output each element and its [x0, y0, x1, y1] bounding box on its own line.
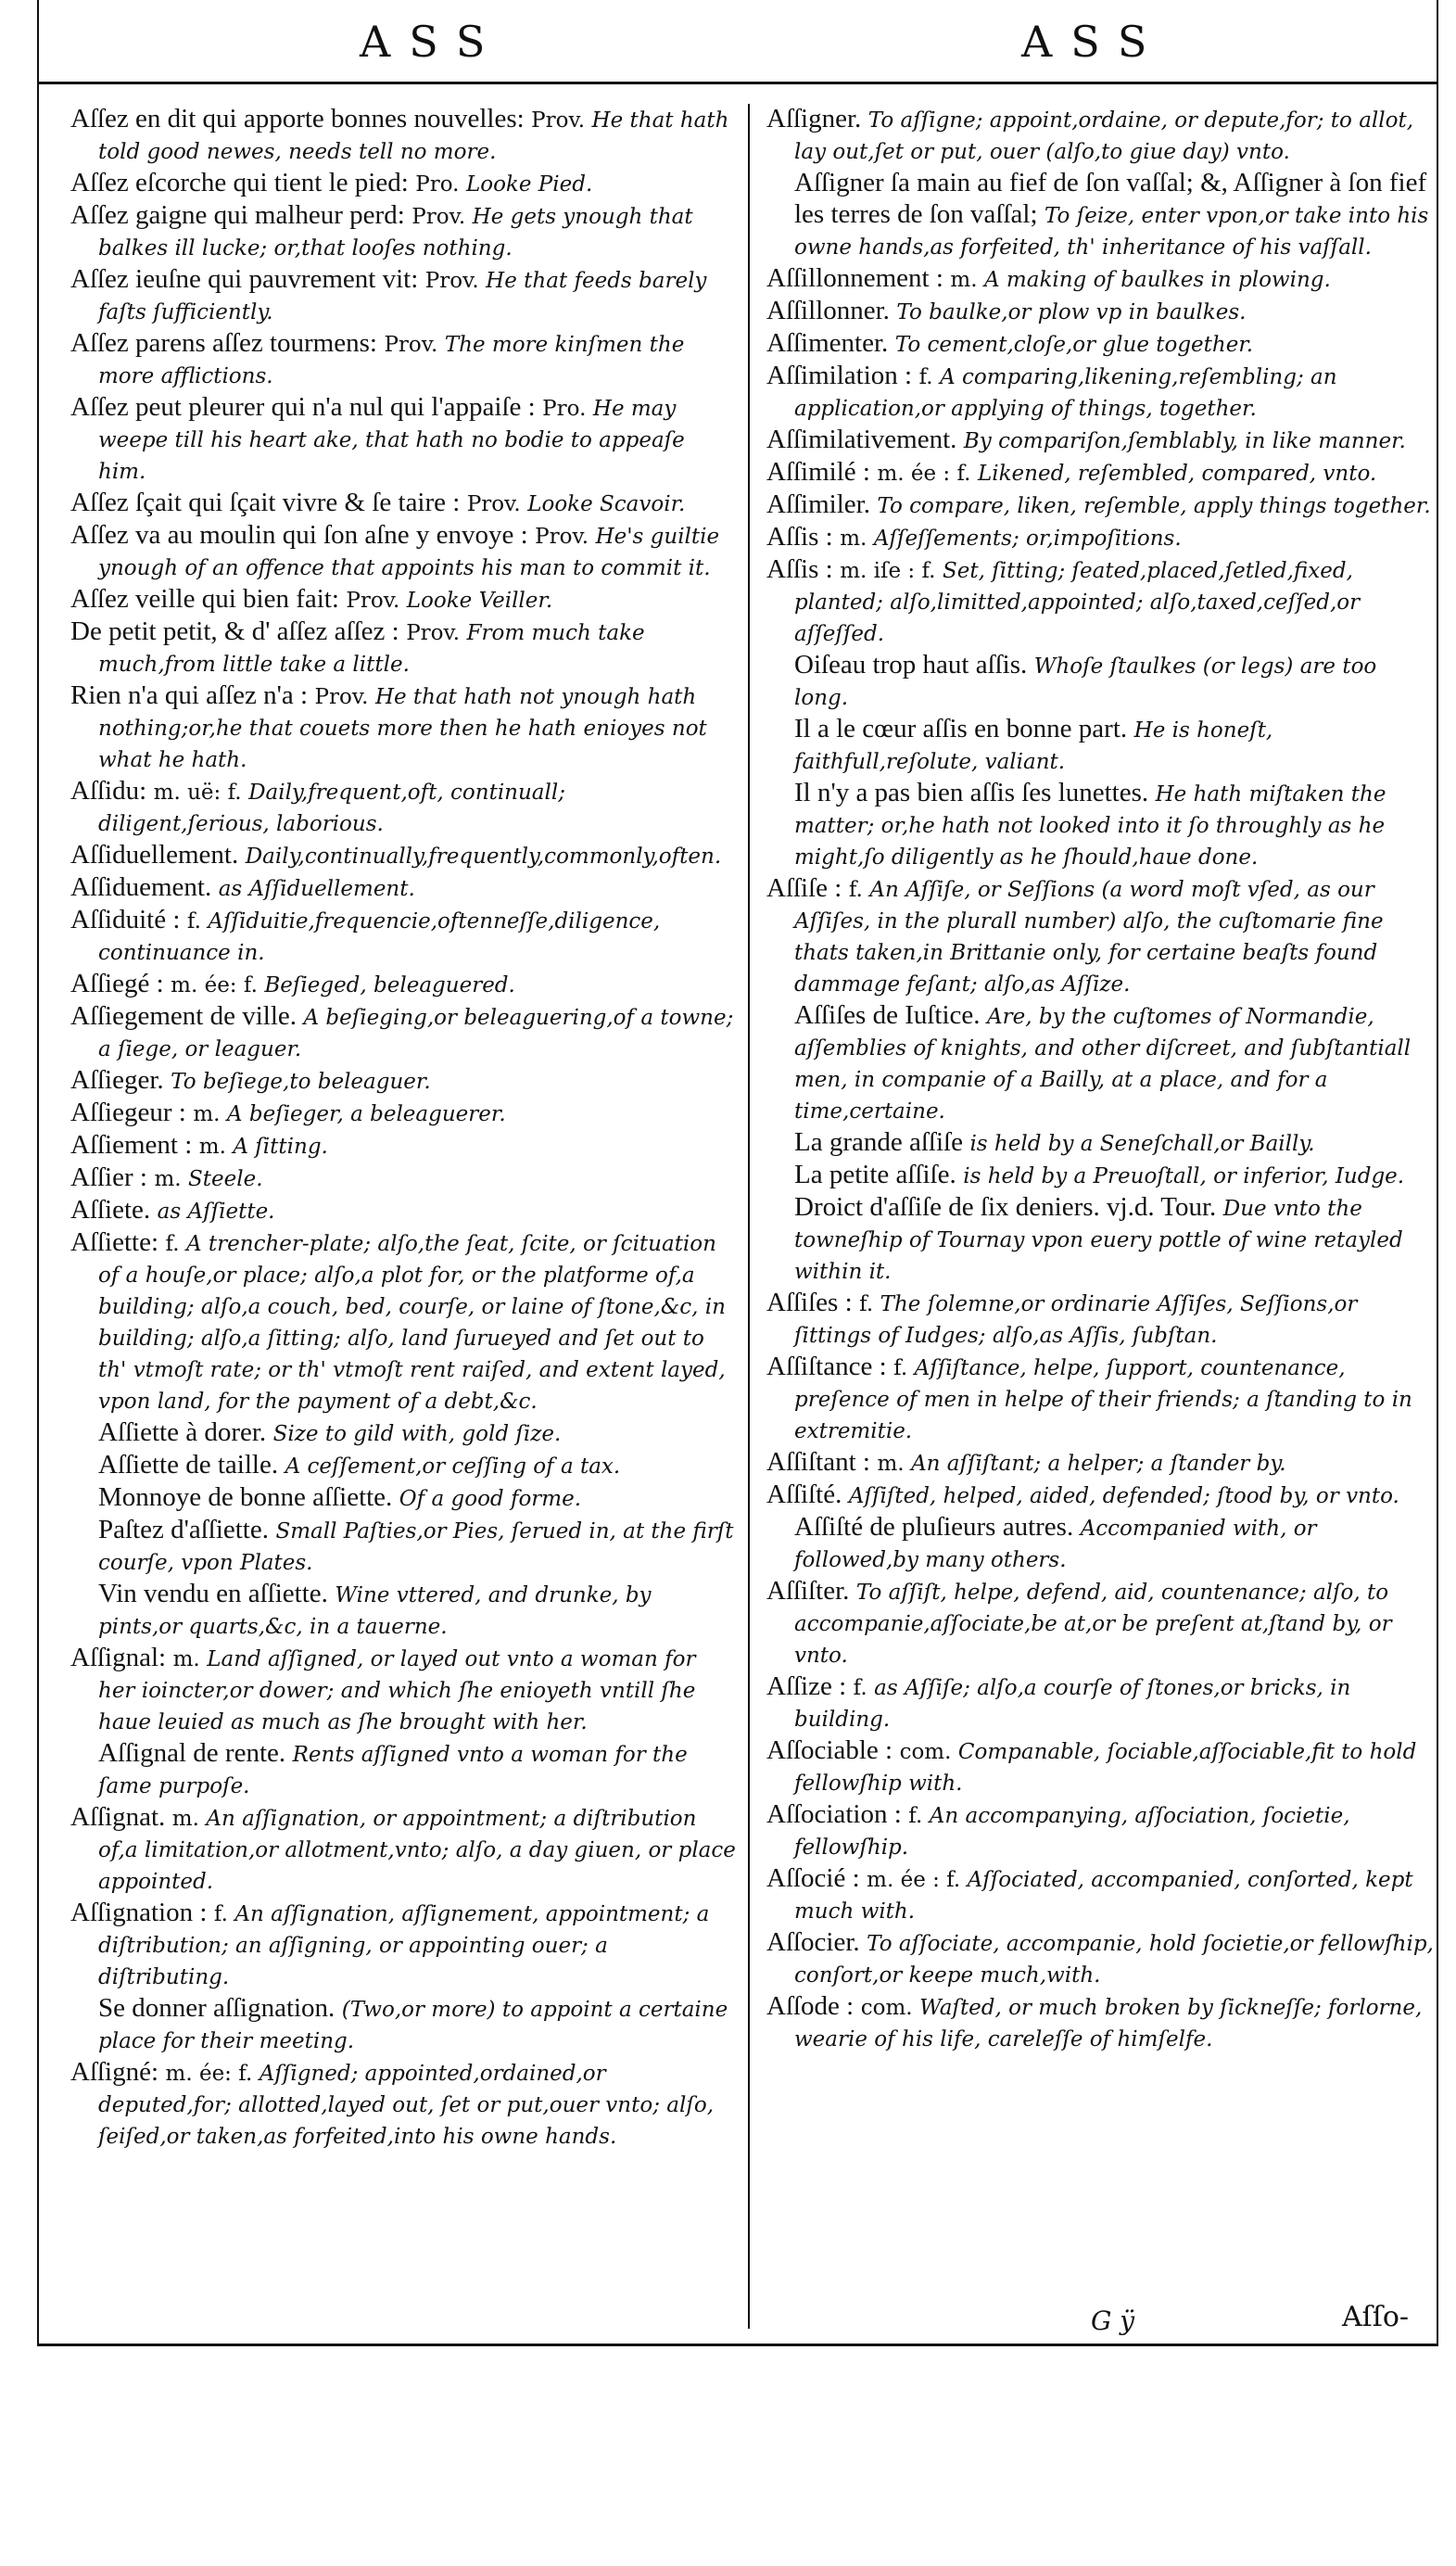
translation: Aſſiſtance, helpe, ſupport, countenance, preſence of men in helpe of their friends; a ſtanding to in extremitie. — [794, 1356, 1412, 1443]
headword: Droict d'aſſiſe de ſix deniers. vj.d. Tour. — [794, 1192, 1217, 1222]
translation: A beſieging,or beleaguering,of a towne; a ſiege, or leaguer. — [98, 1006, 734, 1061]
translation: Set, ſitting; ſeated,placed,ſetled,fixed, planted; alſo,limitted,appointed; alſo,taxed,ceſſed,or aſſeſſed. — [794, 559, 1361, 646]
dictionary-entry — [766, 1576, 1436, 1671]
headword: Aſſiſtance : — [766, 1352, 887, 1381]
headword: Aſſigner ſa main au fief de ſon vaſſal; &, Aſſigner à ſon fief les terres de ſon vaſſal; — [794, 168, 1427, 229]
headword: Aſſiſes de Iuſtice. — [794, 1000, 981, 1030]
translation: He is honeſt, faithfull,reſolute, valiant. — [794, 718, 1273, 774]
translation: To beſiege,to beleaguer. — [171, 1070, 431, 1094]
grammar-label: Prov. — [411, 205, 466, 229]
headword: Aſſimilativement. — [766, 425, 957, 454]
dictionary-entry — [70, 969, 736, 1001]
sub-entry — [70, 1993, 736, 2057]
dictionary-entry — [70, 264, 736, 328]
translation: To aſſigne; appoint,ordaine, or depute,for; to allot, lay out,ſet or put, ouer (alſo,to giue day) vnto. — [794, 108, 1414, 164]
grammar-label: Prov. — [531, 108, 586, 133]
translation: Waſted, or much broken by ſickneſſe; forlorne, wearie of his life, careleſſe of himſelfe. — [794, 1996, 1423, 2052]
grammar-label: Prov. — [346, 589, 400, 613]
dictionary-entry — [70, 616, 736, 680]
headword: Aſſez eſcorche qui tient le pied: — [70, 168, 409, 197]
translation: A comparing,likening,reſembling; an application,or applying of things, together. — [794, 365, 1337, 421]
dictionary-entry — [766, 361, 1436, 425]
translation: He that feeds barely faſts ſufficiently. — [98, 269, 707, 324]
headword: Oiſeau trop haut aſſis. — [794, 650, 1028, 680]
grammar-label: f. — [848, 878, 863, 902]
grammar-label: Prov. — [466, 492, 521, 516]
right-border — [1437, 0, 1438, 2345]
headword: Se donner aſſignation. — [98, 1993, 336, 2023]
grammar-label: Prov. — [314, 685, 369, 709]
grammar-label: Pro. — [415, 172, 460, 197]
grammar-label: m. — [877, 1452, 905, 1476]
translation: To aſſiſt, helpe, defend, aid, countenance; alſo, to accompanie,aſſociate,be at,or be preſent at,ſtand by, or vnto. — [794, 1581, 1392, 1668]
right-column — [766, 104, 1436, 2055]
grammar-label: Prov. — [406, 621, 461, 645]
translation: Aſſeſſements; or,impoſitions. — [873, 527, 1182, 551]
headword: Rien n'a qui aſſez n'a : — [70, 680, 309, 710]
dictionary-entry — [70, 1098, 736, 1130]
dictionary-entry — [766, 554, 1436, 650]
grammar-label: Prov. — [384, 333, 438, 357]
translation: A beſieger, a beleaguerer. — [226, 1102, 506, 1126]
grammar-label: m. ée : f. — [877, 462, 971, 486]
headword: Aſſocier. — [766, 1927, 860, 1957]
dictionary-entry — [70, 392, 736, 488]
sub-entry — [766, 714, 1436, 778]
dictionary-entry — [766, 522, 1436, 554]
headword: Aſſociation : — [766, 1799, 902, 1829]
grammar-label: m. — [950, 268, 978, 292]
translation: Of a good forme. — [399, 1487, 582, 1511]
translation: From much take much,from little take a little. — [98, 621, 645, 677]
headword: Aſſimilation : — [766, 361, 913, 390]
headword: Aſſiduement. — [70, 872, 212, 902]
dictionary-entry — [766, 489, 1436, 522]
headword: Aſſiduité : — [70, 905, 181, 934]
running-head-left: ASS — [360, 17, 504, 67]
sub-entry — [70, 1515, 736, 1579]
translation: Looke Pied. — [465, 172, 593, 197]
dictionary-entry — [70, 1130, 736, 1162]
translation: Looke Scavoir. — [527, 492, 686, 516]
grammar-label: f. — [859, 1292, 874, 1316]
dictionary-entry — [70, 1227, 736, 1417]
translation: Likened, reſembled, compared, vnto. — [977, 462, 1377, 486]
dictionary-entry — [70, 2057, 736, 2153]
dictionary-entry — [766, 1863, 1436, 1927]
dictionary-entry — [766, 263, 1436, 296]
translation: (Two,or more) to appoint a certaine place for their meeting. — [98, 1998, 728, 2053]
translation: A trencher-plate; alſo,the ſeat, ſcite, or ſcituation of a houſe,or place; alſo,a plot for, or the platforme of,a building; alſo,a couch, bed, courſe, or laine of ſtone,&c, in building; alſo,a ſitting; alſo, land ſurueyed and ſet out to th' vtmoſt rate; or th' vtmoſt rent raiſed, and extent layed, vpon land, for the payment of a debt,&c. — [98, 1232, 726, 1414]
grammar-label: m. uë: f. — [153, 781, 242, 805]
headword: Aſſez gaigne qui malheur perd: — [70, 200, 405, 230]
sub-entry — [766, 1160, 1436, 1192]
headword: Aſſigner. — [766, 104, 862, 133]
headword: Aſſocié : — [766, 1863, 860, 1893]
translation: He may weepe till his heart ake, that hath no bodie to appeaſe him. — [98, 397, 685, 484]
grammar-label: f. — [853, 1676, 867, 1700]
dictionary-entry — [70, 840, 736, 872]
translation: Rents aſſigned vnto a woman for the ſame purpoſe. — [98, 1743, 688, 1798]
headword: Aſſimiler. — [766, 489, 870, 519]
dictionary-entry — [70, 1195, 736, 1227]
dictionary-entry — [766, 104, 1436, 168]
translation: He that hath not ynough hath nothing;or,he that couets more then he hath enioyes not what he hath. — [98, 685, 707, 772]
translation: Land aſſigned, or layed out vnto a woman for her ioincter,or dower; and which ſhe enioyeth vntill ſhe haue leuied as much as ſhe brought with her. — [98, 1647, 696, 1734]
translation: Whoſe ſtaulkes (or legs) are too long. — [794, 654, 1377, 710]
translation: Are, by the cuſtomes of Normandie, aſſemblies of knights, and other diſcreet, and ſubſtantiall men, in companie of a Bailly, at a place, and for a time,certaine. — [794, 1005, 1412, 1124]
headword: Aſſis : — [766, 522, 833, 552]
grammar-label: f. — [213, 1902, 228, 1926]
translation: as Aſſiſe; alſo,a courſe of ſtones,or bricks, in building. — [794, 1676, 1351, 1732]
dictionary-entry — [70, 1643, 736, 1738]
dictionary-entry — [766, 328, 1436, 361]
headword: Aſſis : — [766, 554, 833, 584]
running-head-right: ASS — [1021, 17, 1166, 67]
grammar-label: m. — [840, 527, 867, 551]
headword: Aſſignal: — [70, 1643, 167, 1672]
translation: A ceſſement,or ceſſing of a tax. — [285, 1454, 621, 1479]
sub-entry — [70, 1579, 736, 1643]
headword: Aſſez va au moulin qui ſon aſne y envoye : — [70, 520, 528, 550]
dictionary-entry — [766, 1927, 1436, 1991]
translation: He's guiltie ynough of an offence that appoints his man to commit it. — [98, 525, 720, 580]
translation: An accompanying, aſſociation, ſocietie, fellowſhip. — [794, 1804, 1350, 1860]
headword: Aſſiette: — [70, 1227, 159, 1257]
grammar-label: m. — [154, 1167, 182, 1191]
translation: An Aſſiſe, or Seſſions (a word moſt vſed, as our Aſſiſes, in the plurall number) alſo, the cuſtomarie fine thats taken,in Brittanie only, for certaine beaſts found dammage feſant; alſo,as Aſſize. — [794, 878, 1384, 997]
translation: He that hath told good newes, needs tell no more. — [98, 108, 729, 164]
grammar-label: f. — [186, 909, 201, 934]
translation: He gets ynough that balkes ill lucke; or,that looſes nothing. — [98, 205, 693, 260]
grammar-label: m. ée: f. — [165, 2062, 253, 2086]
dictionary-entry — [766, 1480, 1436, 1512]
dictionary-entry — [70, 905, 736, 969]
dictionary-entry — [70, 680, 736, 776]
translation: To aſſociate, accompanie, hold ſocietie,or fellowſhip, conſort,or keepe much,with. — [794, 1932, 1434, 1988]
page-header — [37, 17, 1437, 82]
grammar-label: f. — [893, 1356, 908, 1380]
bottom-rule — [37, 2344, 1438, 2346]
dictionary-entry — [766, 1671, 1436, 1735]
dictionary-entry — [70, 200, 736, 264]
dictionary-entry — [70, 584, 736, 616]
translation: To cement,cloſe,or glue together. — [894, 333, 1254, 357]
translation: A making of baulkes in plowing. — [984, 268, 1331, 292]
translation: Daily,continually,frequently,commonly,often. — [245, 845, 722, 869]
translation: Companable, ſociable,aſſociable,fit to hold fellowſhip with. — [794, 1740, 1417, 1796]
headword: Aſſez ieuſne qui pauvrement vit: — [70, 264, 419, 294]
signature-mark: G ÿ — [1091, 2306, 1135, 2336]
dictionary-entry — [766, 1288, 1436, 1352]
headword: La grande aſſiſe — [794, 1127, 963, 1157]
translation: By compariſon,ſemblably, in like manner. — [963, 429, 1406, 453]
grammar-label: Prov. — [424, 269, 479, 293]
translation: Daily,frequent,oft, continuall; diligent,ſerious, laborious. — [98, 781, 565, 836]
translation: Aſſiſted, helped, aided, defended; ſtood by, or vnto. — [848, 1484, 1399, 1508]
headword: Aſſiſes : — [766, 1288, 853, 1317]
catchword: Aſſo- — [1342, 2301, 1410, 2333]
headword: Aſſiſté de pluſieurs autres. — [794, 1512, 1074, 1542]
translation: as Aſſiette. — [157, 1200, 275, 1224]
translation: Beſieged, beleaguered. — [264, 973, 515, 997]
dictionary-entry — [766, 873, 1436, 1000]
headword: La petite aſſiſe. — [794, 1160, 956, 1189]
sub-entry — [766, 778, 1436, 873]
dictionary-entry — [766, 1352, 1436, 1447]
sub-entry — [766, 1512, 1436, 1576]
headword: Aſſez en dit qui apporte bonnes nouvelles: — [70, 104, 525, 133]
grammar-label: f. — [165, 1232, 180, 1256]
sub-entry — [766, 650, 1436, 714]
sub-entry — [766, 1192, 1436, 1288]
dictionary-entry — [766, 1735, 1436, 1799]
headword: Il n'y a pas bien aſſis ſes lunettes. — [794, 778, 1149, 807]
headword: Aſſidu: — [70, 776, 147, 806]
headword: Aſſimilé : — [766, 457, 870, 487]
grammar-label: Pro. — [542, 397, 587, 421]
dictionary-entry — [70, 1802, 736, 1898]
headword: Aſſignal de rente. — [98, 1738, 286, 1768]
dictionary-entry — [70, 1001, 736, 1065]
grammar-label: com. — [899, 1740, 952, 1764]
dictionary-entry — [70, 328, 736, 392]
grammar-label: m. — [193, 1102, 221, 1126]
headword: Aſſignation : — [70, 1898, 208, 1927]
dictionary-entry — [70, 1162, 736, 1195]
headword: Aſſiegé : — [70, 969, 164, 998]
grammar-label: com. — [860, 1996, 913, 2020]
headword: Aſſez parens aſſez tourmens: — [70, 328, 377, 358]
translation: To compare, liken, reſemble, apply things together. — [877, 494, 1431, 518]
translation: Aſſigned; appointed,ordained,or deputed,for; allotted,layed out, ſet or put,ouer vnto; alſo, ſeiſed,or taken,as forfeited,into his owne hands. — [98, 2062, 715, 2149]
translation: A ſitting. — [233, 1135, 328, 1159]
translation: Looke Veiller. — [406, 589, 553, 613]
dictionary-entry — [70, 520, 736, 584]
grammar-label: m. — [198, 1135, 226, 1159]
headword: Aſſillonner. — [766, 296, 890, 325]
headword: Aſſiement : — [70, 1130, 193, 1160]
headword: Aſſiſter. — [766, 1576, 850, 1606]
translation: He hath miſtaken the matter; or,he hath not looked into it ſo throughly as he might,ſo diligently as he ſhould,haue done. — [794, 782, 1386, 870]
translation: is held by a Seneſchall,or Bailly. — [969, 1132, 1315, 1156]
headword: Aſſimenter. — [766, 328, 889, 358]
translation: The ſolemne,or ordinarie Aſſiſes, Seſſions,or ſittings of Iudges; alſo,as Aſſis, ſubſtan. — [794, 1292, 1358, 1348]
headword: Aſſignat. — [70, 1802, 166, 1832]
headword: Aſſieger. — [70, 1065, 164, 1095]
headword: Aſſiſtant : — [766, 1447, 870, 1477]
dictionary-entry — [766, 1991, 1436, 2055]
translation: Small Paſties,or Pies, ſerued in, at the firſt courſe, vpon Plates. — [98, 1519, 734, 1575]
translation: Aſſiduitie,frequencie,oftenneſſe,diligence, continuance in. — [98, 909, 661, 965]
column-divider — [748, 104, 750, 2329]
dictionary-entry — [766, 1799, 1436, 1863]
grammar-label: f. — [918, 365, 933, 389]
headword: Aſſiette de taille. — [98, 1450, 279, 1480]
top-rule — [37, 82, 1437, 84]
translation: Accompanied with, or followed,by many others. — [794, 1517, 1317, 1572]
headword: Aſſez ſçait qui ſçait vivre & ſe taire : — [70, 488, 461, 517]
headword: De petit petit, & d' aſſez aſſez : — [70, 616, 399, 646]
dictionary-entry — [766, 1447, 1436, 1480]
sub-entry — [70, 1738, 736, 1802]
headword: Aſſociable : — [766, 1735, 893, 1765]
sub-entry — [766, 1000, 1436, 1127]
grammar-label: m. ée: f. — [171, 973, 258, 997]
sub-entry — [70, 1482, 736, 1515]
headword: Aſſiegeur : — [70, 1098, 186, 1127]
sub-entry — [70, 1450, 736, 1482]
translation: An aſſiſtant; a helper; a ſtander by. — [911, 1452, 1286, 1476]
headword: Paſtez d'aſſiette. — [98, 1515, 269, 1544]
grammar-label: m. ée : f. — [867, 1868, 961, 1892]
headword: Aſſize : — [766, 1671, 847, 1701]
headword: Aſſiegement de ville. — [70, 1001, 298, 1031]
headword: Aſſiſe : — [766, 873, 842, 903]
translation: Wine vttered, and drunke, by pints,or quarts,&c, in a tauerne. — [98, 1583, 652, 1639]
dictionary-entry — [70, 488, 736, 520]
translation: To ſeize, enter vpon,or take into his owne hands,as forfeited, th' inheritance of his vaſſall. — [794, 204, 1429, 260]
headword: Aſſier : — [70, 1162, 147, 1192]
dictionary-entry — [70, 1065, 736, 1098]
headword: Aſſez peut pleurer qui n'a nul qui l'appaiſe : — [70, 392, 536, 422]
headword: Aſſez veille qui bien fait: — [70, 584, 339, 614]
headword: Aſſillonnement : — [766, 263, 943, 293]
dictionary-entry — [70, 872, 736, 905]
grammar-label: m. — [172, 1647, 200, 1671]
headword: Aſſiſté. — [766, 1480, 842, 1509]
headword: Monnoye de bonne aſſiette. — [98, 1482, 393, 1512]
translation: Size to gild with, gold ſize. — [272, 1422, 562, 1446]
dictionary-entry — [70, 104, 736, 168]
sub-entry — [766, 1127, 1436, 1160]
grammar-label: m. — [171, 1807, 199, 1831]
translation: Steele. — [188, 1167, 263, 1191]
translation: is held by a Preuoſtall, or inferior, Iudge. — [963, 1164, 1405, 1188]
translation: as Aſſiduellement. — [218, 877, 415, 901]
headword: Aſſigné: — [70, 2057, 159, 2087]
translation: The more kinſmen the more afflictions. — [98, 333, 685, 388]
translation: Due vnto the towneſhip of Tournay vpon euery pottle of wine retayled within it. — [794, 1197, 1403, 1284]
headword: Il a le cœur aſſis en bonne part. — [794, 714, 1128, 743]
sub-entry — [766, 168, 1436, 263]
grammar-label: f. — [908, 1804, 923, 1828]
dictionary-entry — [70, 776, 736, 840]
translation: To baulke,or plow vp in baulkes. — [896, 300, 1247, 324]
headword: Aſſiette à dorer. — [98, 1417, 267, 1447]
sub-entry — [70, 1417, 736, 1450]
dictionary-entry — [70, 1898, 736, 1993]
left-border — [37, 0, 39, 2345]
dictionary-entry — [766, 457, 1436, 489]
translation: Aſſociated, accompanied, conſorted, kept much with. — [794, 1868, 1413, 1924]
grammar-label: m. iſe : f. — [840, 559, 936, 583]
headword: Aſſiduellement. — [70, 840, 239, 870]
translation: An aſſignation, aſſignement, appointment; a diſtribution; an aſſigning, or appointing ouer; a diſtributing. — [98, 1902, 710, 1989]
headword: Aſſode : — [766, 1991, 855, 2021]
grammar-label: Prov. — [535, 525, 589, 549]
dictionary-entry — [766, 296, 1436, 328]
headword: Aſſiete. — [70, 1195, 151, 1225]
dictionary-entry — [70, 168, 736, 200]
translation: An aſſignation, or appointment; a diſtribution of,a limitation,or allotment,vnto; alſo, a day giuen, or place appointed. — [98, 1807, 736, 1894]
dictionary-entry — [766, 425, 1436, 457]
left-column — [70, 104, 736, 2153]
headword: Vin vendu en aſſiette. — [98, 1579, 328, 1608]
